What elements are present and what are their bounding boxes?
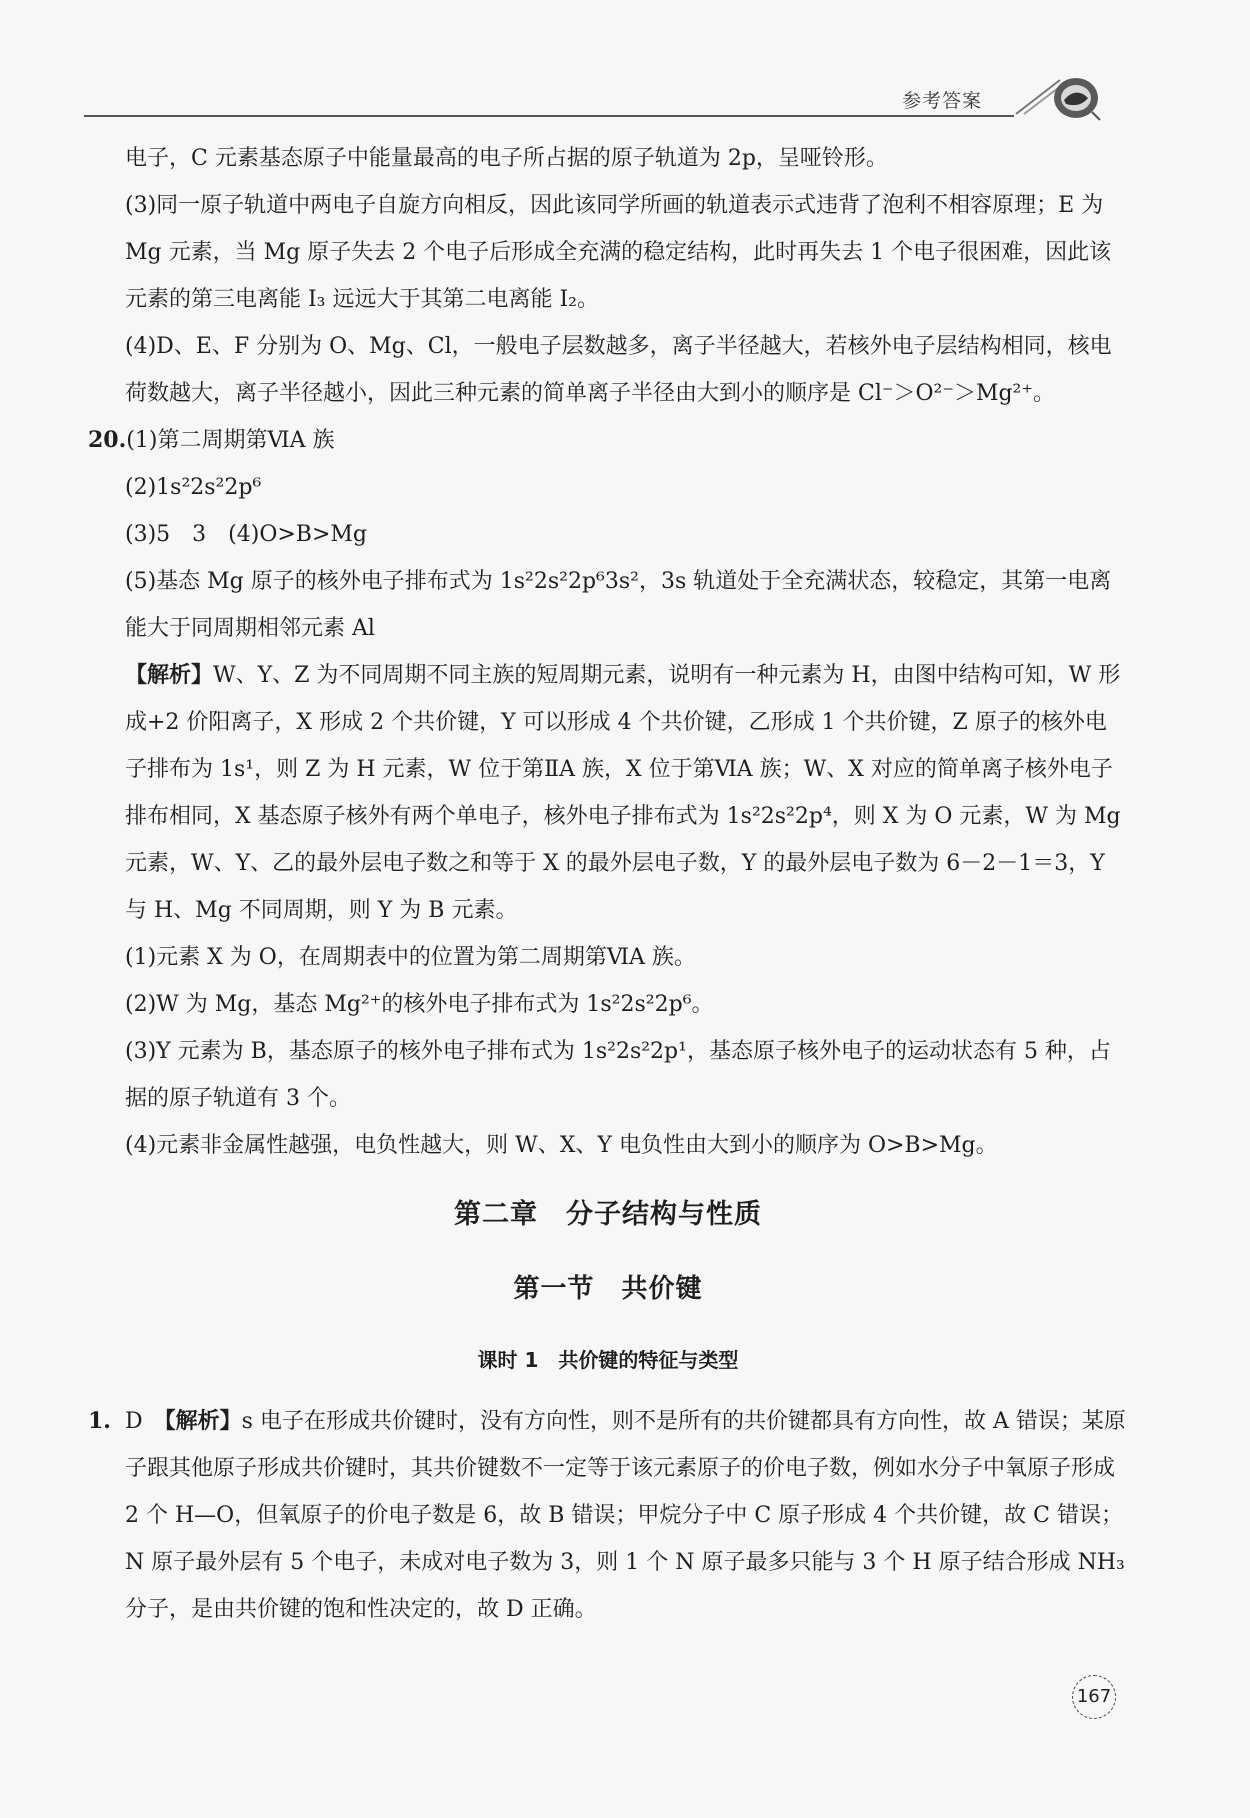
answer-20-part-5: (5)基态 Mg 原子的核外电子排布式为 1s²2s²2p⁶3s²，3s 轨道处于全充满状态，较稳定，其第一电离能大于同周期相邻元素 Al bbox=[125, 569, 1112, 641]
answer-20-part-2: (2)1s²2s²2p⁶ bbox=[125, 475, 262, 500]
header-title: 参考答案 bbox=[902, 90, 983, 112]
analysis-text: W、Y、Z 为不同周期不同主族的短周期元素，说明有一种元素为 H，由图中结构可知，W 形成+2 价阳离子，X 形成 2 个共价键，Y 可以形成 4 个共价键，乙形成 1 个共价键，Z 原子的核外电子排布为 1s¹，则 Z 为 H 元素，W 位于第ⅡA 族，X 位于第ⅥA 族；W、X 对应的简单离子核外电子排布相同，X 基态原子核外有两个单电子，核外电子排布式为 1s²2s²2p⁴，则 X 为 O 元素，W 为 Mg 元素，W、Y、乙的最外层电子数之和等于 X 的最外层电子数，Y 的最外层电子数为 6－2－1＝3，Y 与 H、Mg 不同周期，则 Y 为 B 元素。 bbox=[125, 663, 1121, 923]
answer-1 bbox=[88, 1398, 1128, 1633]
page-number: 167 bbox=[1072, 1675, 1116, 1719]
answer-1-analysis-tag: 【解析】 bbox=[164, 1408, 242, 1434]
answer-19-part-4: (4)D、E、F 分别为 O、Mg、Cl，一般电子层数越多，离子半径越大，若核外电子层结构相同，核电荷数越大，离子半径越小，因此三种元素的简单离子半径由大到小的顺序是 Cl⁻＞O²⁻＞Mg²⁺。 bbox=[125, 334, 1112, 406]
answer-20-part-1 bbox=[88, 417, 1128, 464]
answer-1-choice: D bbox=[125, 1409, 143, 1434]
header-logo-icon bbox=[1014, 68, 1104, 128]
answer-19-part-3: (3)同一原子轨道中两电子自旋方向相反，因此该同学所画的轨道表示式违背了泡利不相容原理；E 为 Mg 元素，当 Mg 原子失去 2 个电子后形成全充满的稳定结构，此时再失去 1 个电子很困难，因此该元素的第三电离能 I₃ 远远大于其第二电离能 I₂。 bbox=[125, 193, 1112, 312]
answer-20-analysis bbox=[88, 652, 1128, 934]
explanation-1: (1)元素 X 为 O，在周期表中的位置为第二周期第ⅥA 族。 bbox=[125, 945, 696, 970]
answer-1-analysis: s 电子在形成共价键时，没有方向性，则不是所有的共价键都具有方向性，故 A 错误；某原子跟其他原子形成共价键时，其共价键数不一定等于该元素原子的价电子数，例如水分子中氧原子形成 2 个 H—O，但氧原子的价电子数是 6，故 B 错误；甲烷分子中 C 原子形成 4 个共价键，故 C 错误；N 原子最外层有 5 个电子，未成对电子数为 3，则 1 个 N 原子最多只能与 3 个 H 原子结合形成 NH₃ 分子，是由共价键的饱和性决定的，故 D 正确。 bbox=[125, 1409, 1126, 1622]
answer-content bbox=[88, 135, 1128, 1633]
header-rule bbox=[84, 115, 1014, 117]
chapter-title: 第二章 分子结构与性质 bbox=[454, 1199, 762, 1230]
page-header bbox=[84, 82, 1154, 122]
answer-19-line-1: 电子，C 元素基态原子中能量最高的电子所占据的原子轨道为 2p，呈哑铃形。 bbox=[125, 146, 888, 171]
section-title: 第一节 共价键 bbox=[513, 1274, 703, 1304]
answer-20-part-3-4: (3)5 3 (4)O>B>Mg bbox=[125, 522, 368, 547]
question-1-number: 1. bbox=[88, 1408, 111, 1434]
analysis-tag: 【解析】 bbox=[125, 662, 214, 688]
answer-20-part-1-text: (1)第二周期第ⅥA 族 bbox=[126, 428, 335, 453]
lesson-title: 课时 1 共价键的特征与类型 bbox=[477, 1348, 739, 1372]
question-20-number: 20. bbox=[88, 427, 127, 453]
explanation-2: (2)W 为 Mg，基态 Mg²⁺的核外电子排布式为 1s²2s²2p⁶。 bbox=[125, 992, 714, 1017]
explanation-4: (4)元素非金属性越强，电负性越大，则 W、X、Y 电负性由大到小的顺序为 O>B>Mg。 bbox=[125, 1133, 998, 1158]
explanation-3: (3)Y 元素为 B，基态原子的核外电子排布式为 1s²2s²2p¹，基态原子核外电子的运动状态有 5 种，占据的原子轨道有 3 个。 bbox=[125, 1039, 1111, 1111]
